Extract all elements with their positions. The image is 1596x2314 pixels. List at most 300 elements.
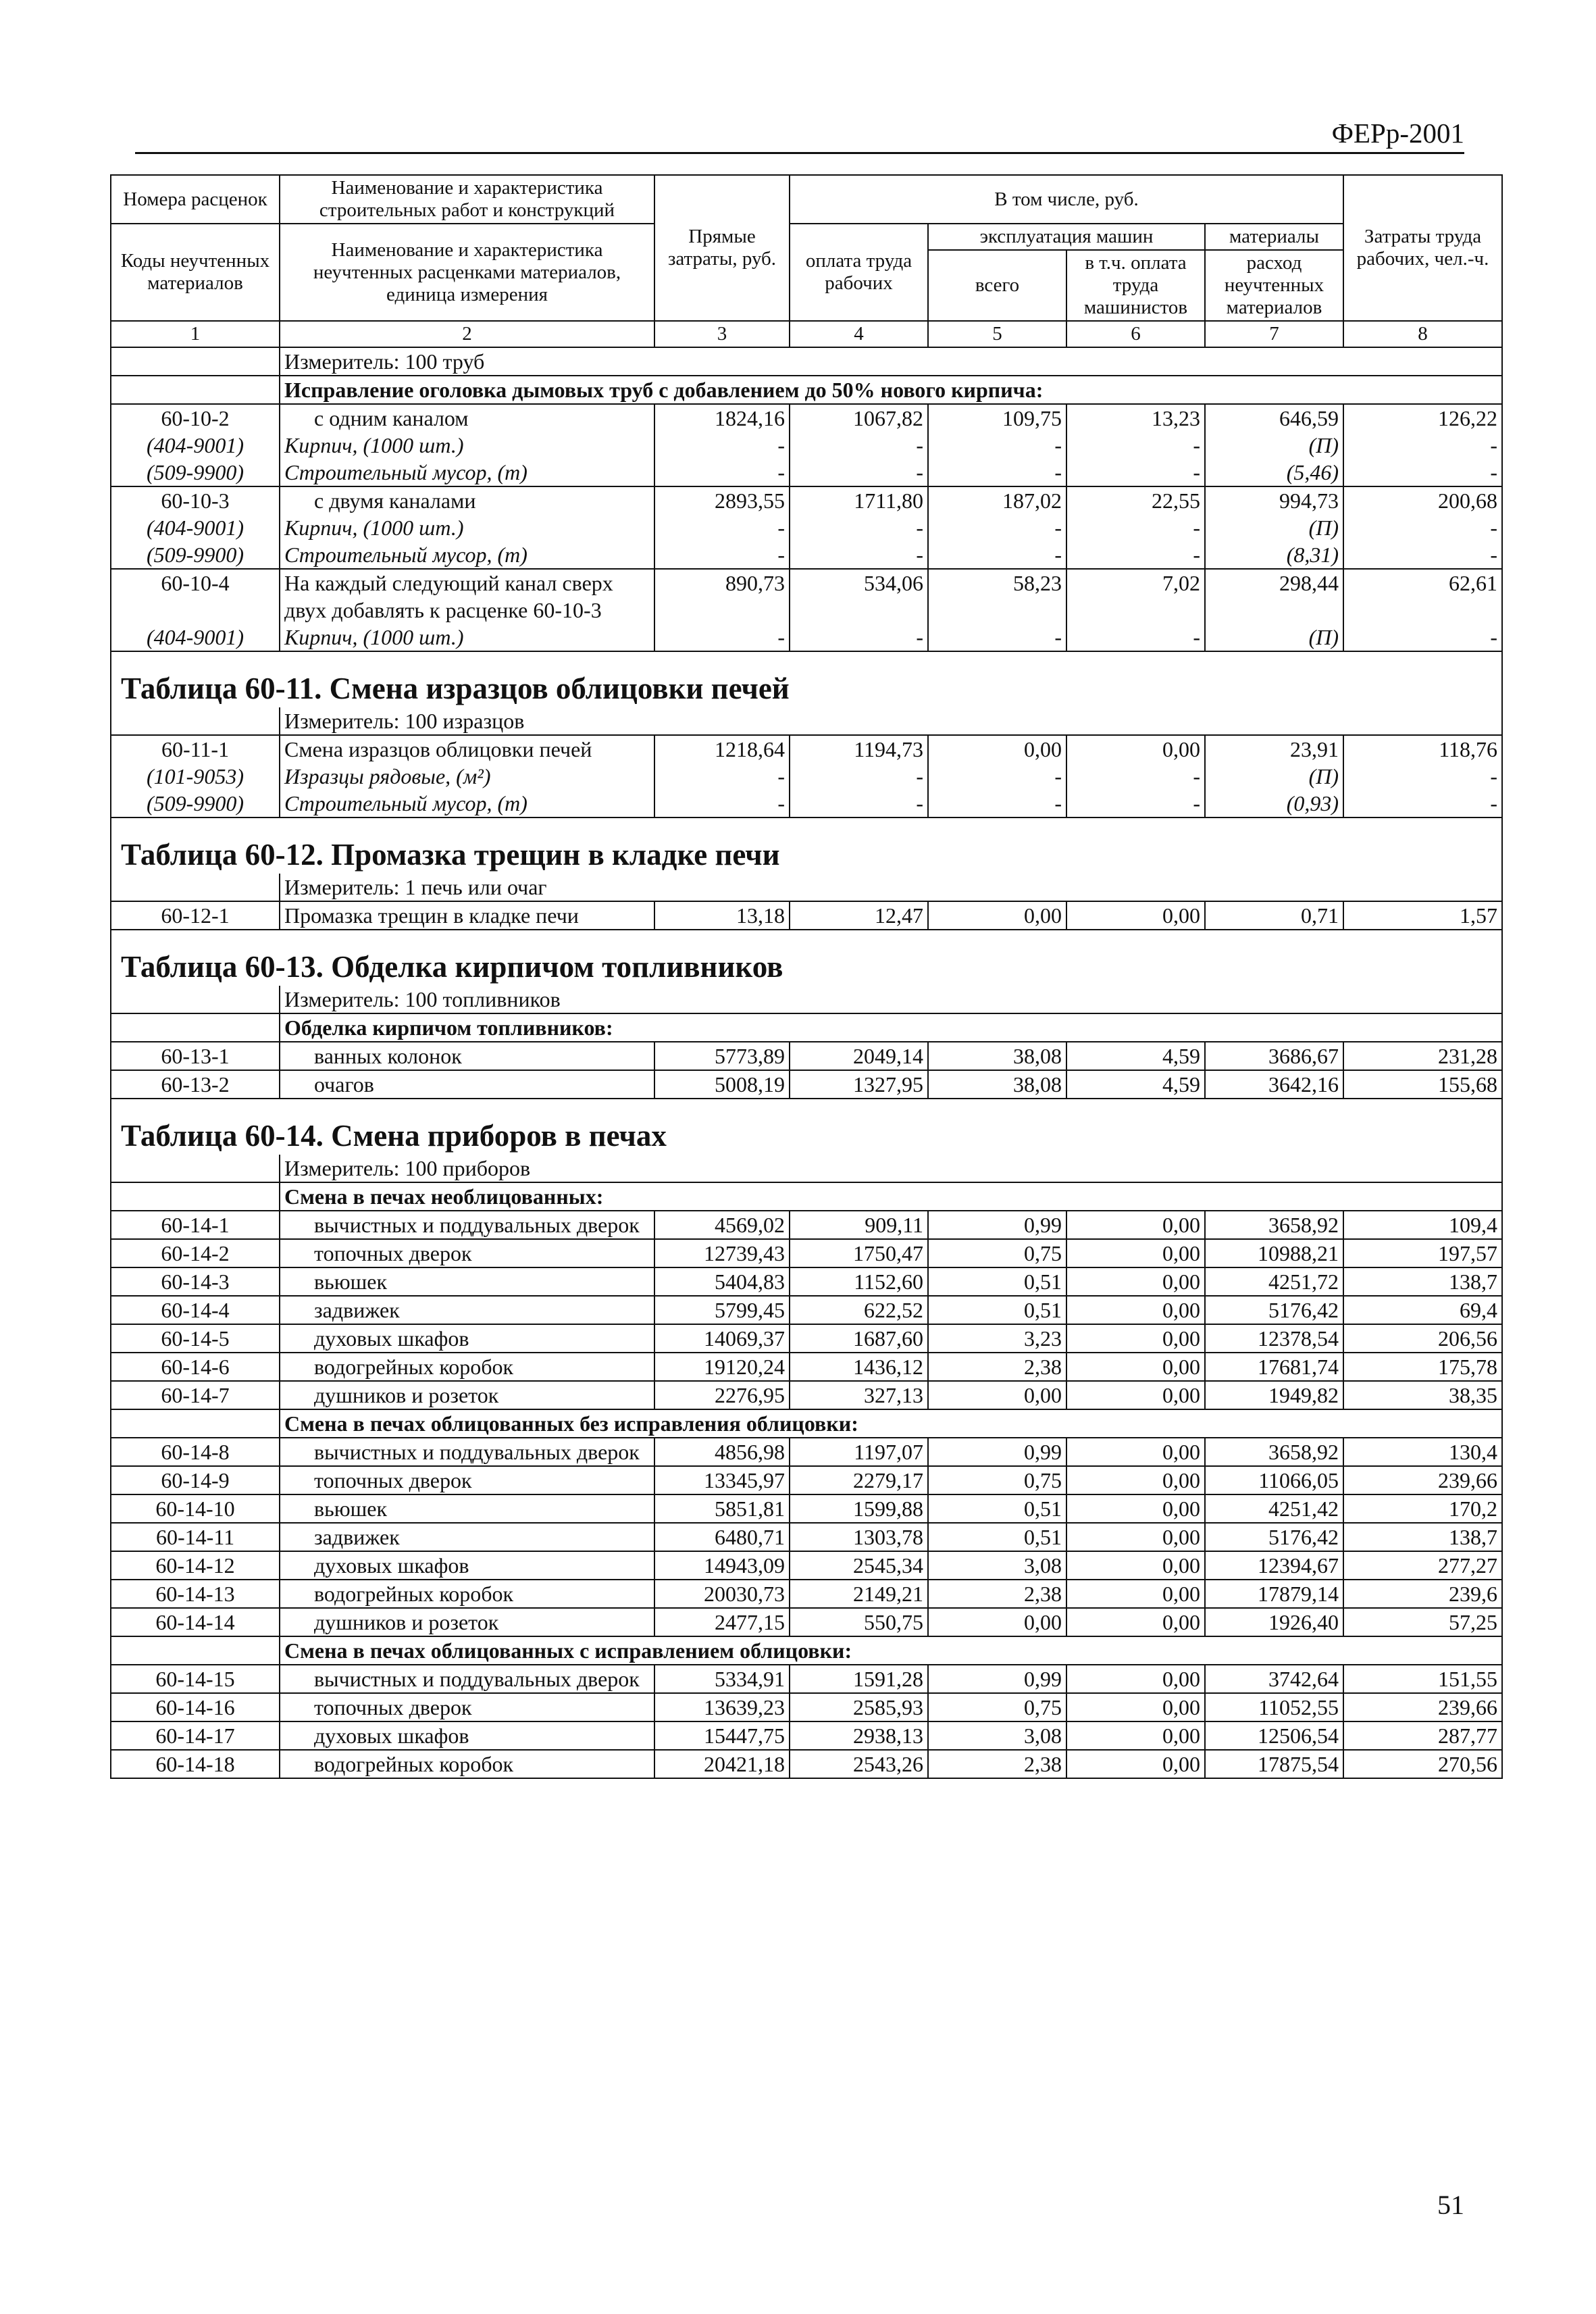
labor-hours: 277,27 [1343, 1551, 1502, 1580]
wages: 1327,95 [790, 1070, 928, 1099]
machinist-wages: 0,00 [1066, 1296, 1205, 1324]
section-subtitle: Смена в печах облицованных без исправления облицовки: [280, 1409, 1502, 1438]
material-code: (404-9001) [111, 624, 280, 651]
labor-hours: - [1343, 541, 1502, 569]
machinist-wages: 22,55 [1066, 486, 1205, 514]
labor-hours: 126,22 [1343, 404, 1502, 432]
material-name: Кирпич, (1000 шт.) [280, 432, 654, 459]
direct-costs: 5008,19 [654, 1070, 790, 1099]
header-material-name: Наименование и характеристика неучтенных расценками материалов, единица измерения [280, 224, 654, 321]
labor-hours: 239,66 [1343, 1693, 1502, 1721]
measure-label: Измеритель: 100 изразцов [280, 707, 1502, 735]
work-name: На каждый следующий канал сверх двух добавлять к расценке 60-10-3 [280, 569, 654, 624]
labor-hours: 239,66 [1343, 1466, 1502, 1494]
wages: 2545,34 [790, 1551, 928, 1580]
direct-costs: - [654, 624, 790, 651]
labor-hours: 155,68 [1343, 1070, 1502, 1099]
machines-total: 0,75 [928, 1693, 1066, 1721]
table-row [111, 569, 1502, 624]
wages: 2049,14 [790, 1042, 928, 1070]
table-row [111, 1267, 1502, 1296]
section-subtitle: Смена в печах облицованных с исправлением облицовки: [280, 1636, 1502, 1665]
wages: 1067,82 [790, 404, 928, 432]
labor-hours: 239,6 [1343, 1580, 1502, 1608]
labor-hours: 138,7 [1343, 1267, 1502, 1296]
materials: (8,31) [1205, 541, 1343, 569]
material-code: (404-9001) [111, 514, 280, 541]
table-row [111, 1381, 1502, 1409]
work-name: ванных колонок [280, 1042, 654, 1070]
table-row [111, 901, 1502, 930]
machinist-wages: 0,00 [1066, 1324, 1205, 1353]
direct-costs: 6480,71 [654, 1523, 790, 1551]
direct-costs: - [654, 459, 790, 486]
work-name: водогрейных коробок [280, 1750, 654, 1778]
header-work-name: Наименование и характеристика строительных работ и конструкций [280, 175, 654, 224]
wages: 1687,60 [790, 1324, 928, 1353]
rate-code: 60-10-4 [111, 569, 280, 624]
machines-total: 0,51 [928, 1267, 1066, 1296]
machinist-wages: 0,00 [1066, 735, 1205, 763]
header-machinist-wages: в т.ч. оплата труда машинистов [1066, 250, 1205, 321]
work-name: топочных дверок [280, 1693, 654, 1721]
direct-costs: 19120,24 [654, 1353, 790, 1381]
machines-total: 187,02 [928, 486, 1066, 514]
material-row [111, 763, 1502, 790]
wages: 1197,07 [790, 1438, 928, 1466]
direct-costs: 15447,75 [654, 1721, 790, 1750]
machines-total: 109,75 [928, 404, 1066, 432]
page-header [135, 115, 1464, 154]
rate-code: 60-14-6 [111, 1353, 280, 1381]
labor-hours: 57,25 [1343, 1608, 1502, 1636]
subtitle-row [111, 1182, 1502, 1211]
labor-hours: 1,57 [1343, 901, 1502, 930]
column-number: 3 [654, 321, 790, 347]
direct-costs: 5799,45 [654, 1296, 790, 1324]
table-title: Таблица 60-13. Обделка кирпичом топливников [111, 930, 1502, 986]
materials: 4251,72 [1205, 1267, 1343, 1296]
machines-total: 2,38 [928, 1580, 1066, 1608]
labor-hours: 38,35 [1343, 1381, 1502, 1409]
labor-hours: 270,56 [1343, 1750, 1502, 1778]
table-row [111, 1721, 1502, 1750]
wages: - [790, 763, 928, 790]
work-name: вычистных и поддувальных дверок [280, 1665, 654, 1693]
work-name: Промазка трещин в кладке печи [280, 901, 654, 930]
machinist-wages: - [1066, 514, 1205, 541]
direct-costs: - [654, 514, 790, 541]
section-subtitle: Исправление оголовка дымовых труб с добавлением до 50% нового кирпича: [280, 376, 1502, 404]
wages: 622,52 [790, 1296, 928, 1324]
header-machines: эксплуатация машин [928, 224, 1205, 250]
materials: 298,44 [1205, 569, 1343, 624]
wages: - [790, 514, 928, 541]
direct-costs: 2477,15 [654, 1608, 790, 1636]
machines-total: 0,00 [928, 735, 1066, 763]
rate-code: 60-14-13 [111, 1580, 280, 1608]
column-number: 6 [1066, 321, 1205, 347]
direct-costs: 1218,64 [654, 735, 790, 763]
work-name: задвижек [280, 1296, 654, 1324]
rates-table [110, 174, 1503, 1779]
direct-costs: 5404,83 [654, 1267, 790, 1296]
material-code: (101-9053) [111, 763, 280, 790]
wages: 1599,88 [790, 1494, 928, 1523]
materials: 3742,64 [1205, 1665, 1343, 1693]
materials: 994,73 [1205, 486, 1343, 514]
table-header-row [111, 175, 1502, 224]
column-number: 8 [1343, 321, 1502, 347]
section-title-row [111, 930, 1502, 986]
section-subtitle: Смена в печах необлицованных: [280, 1182, 1502, 1211]
direct-costs: 5334,91 [654, 1665, 790, 1693]
machinist-wages: 0,00 [1066, 1466, 1205, 1494]
work-name: вычистных и поддувальных дверок [280, 1211, 654, 1239]
table-row [111, 1353, 1502, 1381]
header-labor-hours: Затраты труда рабочих, чел.-ч. [1343, 175, 1502, 321]
direct-costs: 20030,73 [654, 1580, 790, 1608]
document-code: ФЕРр-2001 [1331, 118, 1464, 149]
direct-costs: 2893,55 [654, 486, 790, 514]
direct-costs: 13,18 [654, 901, 790, 930]
machinist-wages: - [1066, 541, 1205, 569]
work-name: топочных дверок [280, 1239, 654, 1267]
material-name: Строительный мусор, (т) [280, 459, 654, 486]
materials: 3686,67 [1205, 1042, 1343, 1070]
direct-costs: 13639,23 [654, 1693, 790, 1721]
labor-hours: 206,56 [1343, 1324, 1502, 1353]
table-title: Таблица 60-11. Смена изразцов облицовки печей [111, 651, 1502, 707]
header-direct-costs: Прямые затраты, руб. [654, 175, 790, 321]
column-number: 4 [790, 321, 928, 347]
machines-total: - [928, 432, 1066, 459]
materials: (5,46) [1205, 459, 1343, 486]
materials: 1949,82 [1205, 1381, 1343, 1409]
labor-hours: 175,78 [1343, 1353, 1502, 1381]
materials: 10988,21 [1205, 1239, 1343, 1267]
table-row [111, 1693, 1502, 1721]
table-row [111, 1608, 1502, 1636]
work-name: вьюшек [280, 1267, 654, 1296]
labor-hours: 130,4 [1343, 1438, 1502, 1466]
measure-label: Измеритель: 1 печь или очаг [280, 874, 1502, 901]
work-name: душников и розеток [280, 1381, 654, 1409]
machinist-wages: - [1066, 432, 1205, 459]
labor-hours: - [1343, 432, 1502, 459]
labor-hours: 231,28 [1343, 1042, 1502, 1070]
rate-code: 60-11-1 [111, 735, 280, 763]
machinist-wages: 0,00 [1066, 1580, 1205, 1608]
header-rate-number: Номера расценок [111, 175, 280, 224]
wages: 1194,73 [790, 735, 928, 763]
work-name: Смена изразцов облицовки печей [280, 735, 654, 763]
rate-code: 60-14-17 [111, 1721, 280, 1750]
machinist-wages: 0,00 [1066, 1239, 1205, 1267]
rate-code: 60-14-4 [111, 1296, 280, 1324]
machines-total: - [928, 763, 1066, 790]
machines-total: 3,08 [928, 1551, 1066, 1580]
machinist-wages: 0,00 [1066, 1693, 1205, 1721]
material-row [111, 624, 1502, 651]
material-code: (509-9900) [111, 541, 280, 569]
table-title: Таблица 60-12. Промазка трещин в кладке печи [111, 818, 1502, 874]
materials: 3658,92 [1205, 1211, 1343, 1239]
table-row [111, 1665, 1502, 1693]
rate-code: 60-14-7 [111, 1381, 280, 1409]
machinist-wages: 0,00 [1066, 1438, 1205, 1466]
table-row [111, 1211, 1502, 1239]
table-row [111, 1750, 1502, 1778]
machines-total: 2,38 [928, 1353, 1066, 1381]
measure-row [111, 707, 1502, 735]
material-name: Кирпич, (1000 шт.) [280, 514, 654, 541]
material-row [111, 432, 1502, 459]
column-numbers-row [111, 321, 1502, 347]
rate-code: 60-14-18 [111, 1750, 280, 1778]
table-row [111, 1438, 1502, 1466]
labor-hours: 62,61 [1343, 569, 1502, 624]
rate-code: 60-14-15 [111, 1665, 280, 1693]
materials: 646,59 [1205, 404, 1343, 432]
table-row [111, 1551, 1502, 1580]
machinist-wages: 0,00 [1066, 1608, 1205, 1636]
header-wages: оплата труда рабочих [790, 224, 928, 321]
machinist-wages: 0,00 [1066, 1665, 1205, 1693]
material-code: (509-9900) [111, 459, 280, 486]
materials: 3642,16 [1205, 1070, 1343, 1099]
wages: 2279,17 [790, 1466, 928, 1494]
header-material-codes: Коды неучтенных материалов [111, 224, 280, 321]
machines-total: 0,51 [928, 1523, 1066, 1551]
work-name: вьюшек [280, 1494, 654, 1523]
wages: 1711,80 [790, 486, 928, 514]
machines-total: 58,23 [928, 569, 1066, 624]
table-row [111, 1296, 1502, 1324]
rate-code: 60-14-12 [111, 1551, 280, 1580]
materials: (0,93) [1205, 790, 1343, 818]
wages: 1152,60 [790, 1267, 928, 1296]
measure-row [111, 1155, 1502, 1182]
work-name: духовых шкафов [280, 1324, 654, 1353]
table-row [111, 1494, 1502, 1523]
work-name: водогрейных коробок [280, 1353, 654, 1381]
work-name: задвижек [280, 1523, 654, 1551]
wages: 2149,21 [790, 1580, 928, 1608]
machines-total: - [928, 624, 1066, 651]
wages: - [790, 541, 928, 569]
materials: 5176,42 [1205, 1296, 1343, 1324]
machinist-wages: 0,00 [1066, 1750, 1205, 1778]
column-number: 2 [280, 321, 654, 347]
machines-total: 3,08 [928, 1721, 1066, 1750]
machinist-wages: 4,59 [1066, 1042, 1205, 1070]
table-row [111, 1580, 1502, 1608]
machinist-wages: 0,00 [1066, 901, 1205, 930]
page-number: 51 [1437, 2190, 1464, 2220]
machinist-wages: 0,00 [1066, 1267, 1205, 1296]
materials: 0,71 [1205, 901, 1343, 930]
materials: (П) [1205, 514, 1343, 541]
section-title-row [111, 818, 1502, 874]
machines-total: 38,08 [928, 1070, 1066, 1099]
direct-costs: 14943,09 [654, 1551, 790, 1580]
rate-code: 60-14-14 [111, 1608, 280, 1636]
rate-code: 60-14-2 [111, 1239, 280, 1267]
subtitle-row [111, 376, 1502, 404]
labor-hours: 200,68 [1343, 486, 1502, 514]
machines-total: 38,08 [928, 1042, 1066, 1070]
wages: 2543,26 [790, 1750, 928, 1778]
measure-row [111, 986, 1502, 1013]
direct-costs: 2276,95 [654, 1381, 790, 1409]
machinist-wages: 7,02 [1066, 569, 1205, 624]
direct-costs: 4856,98 [654, 1438, 790, 1466]
header-unaccounted-materials: расход неучтенных материалов [1205, 250, 1343, 321]
material-row [111, 459, 1502, 486]
measure-label: Измеритель: 100 труб [280, 347, 1502, 376]
direct-costs: - [654, 790, 790, 818]
material-name: Строительный мусор, (т) [280, 790, 654, 818]
wages: 12,47 [790, 901, 928, 930]
materials: 4251,42 [1205, 1494, 1343, 1523]
materials: 12378,54 [1205, 1324, 1343, 1353]
machinist-wages: - [1066, 790, 1205, 818]
machines-total: 0,75 [928, 1466, 1066, 1494]
labor-hours: - [1343, 763, 1502, 790]
work-name: водогрейных коробок [280, 1580, 654, 1608]
column-number: 5 [928, 321, 1066, 347]
rate-code: 60-12-1 [111, 901, 280, 930]
subtitle-row [111, 1409, 1502, 1438]
wages: 2938,13 [790, 1721, 928, 1750]
machines-total: - [928, 541, 1066, 569]
section-title-row [111, 651, 1502, 707]
direct-costs: 890,73 [654, 569, 790, 624]
rate-code: 60-14-1 [111, 1211, 280, 1239]
rate-code: 60-14-10 [111, 1494, 280, 1523]
labor-hours: 109,4 [1343, 1211, 1502, 1239]
materials: (П) [1205, 624, 1343, 651]
materials: 5176,42 [1205, 1523, 1343, 1551]
direct-costs: 13345,97 [654, 1466, 790, 1494]
machinist-wages: 0,00 [1066, 1523, 1205, 1551]
table-row [111, 1523, 1502, 1551]
machines-total: - [928, 790, 1066, 818]
table-row [111, 1466, 1502, 1494]
section-subtitle: Обделка кирпичом топливников: [280, 1013, 1502, 1042]
machinist-wages: - [1066, 763, 1205, 790]
wages: 550,75 [790, 1608, 928, 1636]
table-row [111, 486, 1502, 514]
machines-total: 3,23 [928, 1324, 1066, 1353]
machinist-wages: 4,59 [1066, 1070, 1205, 1099]
rate-code: 60-10-2 [111, 404, 280, 432]
machines-total: 0,51 [928, 1494, 1066, 1523]
work-name: вычистных и поддувальных дверок [280, 1438, 654, 1466]
table-row [111, 1239, 1502, 1267]
header-materials: материалы [1205, 224, 1343, 250]
table-row [111, 1324, 1502, 1353]
column-number: 7 [1205, 321, 1343, 347]
measure-row [111, 347, 1502, 376]
table-row [111, 1070, 1502, 1099]
wages: 2585,93 [790, 1693, 928, 1721]
machines-total: 0,75 [928, 1239, 1066, 1267]
material-code: (404-9001) [111, 432, 280, 459]
wages: 1436,12 [790, 1353, 928, 1381]
subtitle-row [111, 1636, 1502, 1665]
work-name: духовых шкафов [280, 1721, 654, 1750]
materials: 12506,54 [1205, 1721, 1343, 1750]
wages: 1591,28 [790, 1665, 928, 1693]
labor-hours: 170,2 [1343, 1494, 1502, 1523]
labor-hours: 69,4 [1343, 1296, 1502, 1324]
materials: (П) [1205, 432, 1343, 459]
wages: 1750,47 [790, 1239, 928, 1267]
materials: 17879,14 [1205, 1580, 1343, 1608]
table-row [111, 1042, 1502, 1070]
machines-total: 0,00 [928, 1608, 1066, 1636]
material-name: Строительный мусор, (т) [280, 541, 654, 569]
material-row [111, 790, 1502, 818]
machines-total: 0,99 [928, 1211, 1066, 1239]
materials: 3658,92 [1205, 1438, 1343, 1466]
header-including: В том числе, руб. [790, 175, 1343, 224]
measure-label: Измеритель: 100 топливников [280, 986, 1502, 1013]
rate-code: 60-13-1 [111, 1042, 280, 1070]
machines-total: 0,99 [928, 1438, 1066, 1466]
machines-total: 2,38 [928, 1750, 1066, 1778]
machinist-wages: - [1066, 459, 1205, 486]
table-row [111, 404, 1502, 432]
table-title: Таблица 60-14. Смена приборов в печах [111, 1099, 1502, 1155]
labor-hours: - [1343, 459, 1502, 486]
direct-costs: 4569,02 [654, 1211, 790, 1239]
material-code: (509-9900) [111, 790, 280, 818]
rate-code: 60-14-9 [111, 1466, 280, 1494]
machinist-wages: 0,00 [1066, 1494, 1205, 1523]
machinist-wages: 0,00 [1066, 1551, 1205, 1580]
work-name: духовых шкафов [280, 1551, 654, 1580]
direct-costs: 14069,37 [654, 1324, 790, 1353]
material-name: Кирпич, (1000 шт.) [280, 624, 654, 651]
wages: - [790, 790, 928, 818]
machines-total: 0,99 [928, 1665, 1066, 1693]
labor-hours: - [1343, 624, 1502, 651]
wages: - [790, 432, 928, 459]
wages: - [790, 459, 928, 486]
subtitle-row [111, 1013, 1502, 1042]
machines-total: - [928, 459, 1066, 486]
machines-total: 0,51 [928, 1296, 1066, 1324]
work-name: с двумя каналами [280, 486, 654, 514]
wages: 909,11 [790, 1211, 928, 1239]
rate-code: 60-14-8 [111, 1438, 280, 1466]
table-row [111, 735, 1502, 763]
machines-total: 0,00 [928, 1381, 1066, 1409]
table-header-row [111, 224, 1502, 250]
materials: 11052,55 [1205, 1693, 1343, 1721]
work-name: с одним каналом [280, 404, 654, 432]
rate-code: 60-13-2 [111, 1070, 280, 1099]
materials: 23,91 [1205, 735, 1343, 763]
column-number: 1 [111, 321, 280, 347]
wages: - [790, 624, 928, 651]
wages: 534,06 [790, 569, 928, 624]
rate-code: 60-14-5 [111, 1324, 280, 1353]
rate-code: 60-14-11 [111, 1523, 280, 1551]
